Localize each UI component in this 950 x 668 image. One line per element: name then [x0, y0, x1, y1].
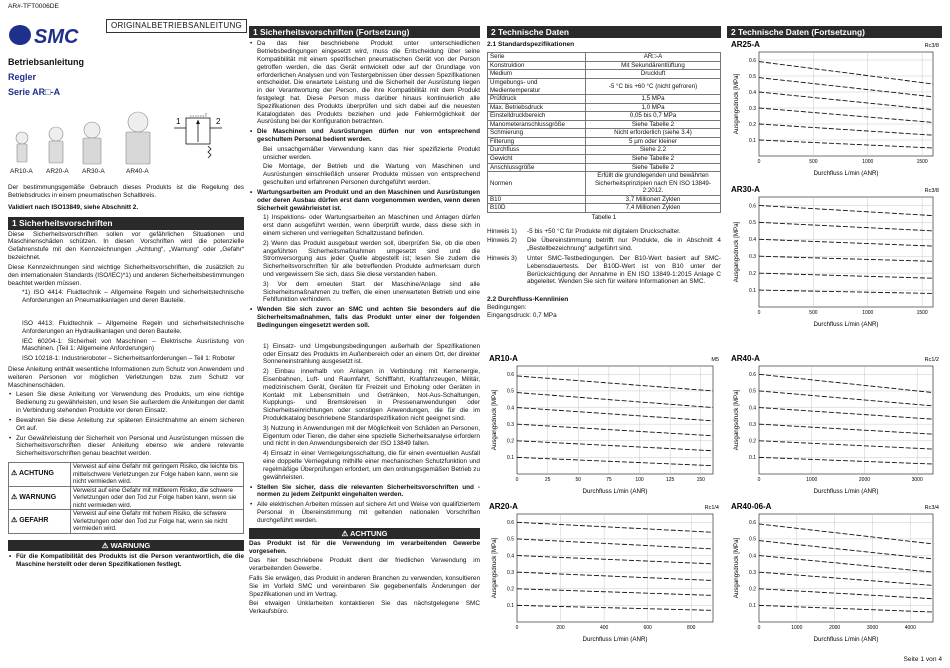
y-tick-label: 0.2 — [507, 438, 514, 445]
y-tick-label: 0.6 — [749, 57, 756, 64]
standard-item: IEC 60204-1: Sicherheit von Maschinen – Elektrische Ausrüstung von Maschinen. (Teil 1: Allgemeine Anforderungen) — [22, 337, 244, 353]
safety-para: Diese Anleitung enthält wesentliche Informationen zum Schutz von Anwendern und weiteren Personen vor möglichen Verletzungen bzw. zum Schutz vor Maschinenschäden. — [8, 366, 244, 389]
paragraph: Falls Sie erwägen, das Produkt in anderen Branchen zu verwenden, konsultieren Sie im Vorfeld SMC und vereinbaren Sie gegebenenfalls Änderungen der Spezifikationen und im Vertrag. — [249, 574, 480, 598]
y-tick-label: 0.1 — [749, 287, 756, 294]
spec-value: 5 µm oder kleiner — [586, 137, 721, 146]
y-tick-label: 0.2 — [507, 586, 514, 593]
flow-chart — [487, 500, 721, 646]
spec-value: Siehe Tabelle 2 — [586, 155, 721, 164]
conditions-label: Bedingungen: — [487, 304, 527, 312]
hazard-text: Verweist auf eine Gefahr mit geringem Risiko, die leichte bis mittelschwere Verletzungen zur Folge haben kann, wenn sie nicht vermieden wird. — [71, 462, 244, 486]
spec-value: Nicht erforderlich (siehe 3.4) — [586, 129, 721, 138]
y-axis-label: Ausgangsdruck [MPa] — [733, 221, 740, 283]
flow-chart — [729, 183, 941, 331]
y-axis-label: Ausgangsdruck [MPa] — [733, 537, 740, 599]
x-tick-label: 600 — [643, 625, 652, 631]
doc-title: Betriebsanleitung — [8, 57, 85, 68]
spec-value: Druckluft — [586, 70, 721, 79]
plot-area — [517, 366, 713, 474]
y-tick-label: 0.6 — [749, 372, 756, 379]
paragraph: Das Produkt ist für die Verwendung im verarbeitenden Gewerbe vorgesehen. — [249, 539, 480, 555]
x-tick-label: 3000 — [866, 625, 879, 631]
y-axis-label: Ausgangsdruck [MPa] — [733, 389, 740, 451]
y-tick-label: 0.1 — [749, 603, 756, 610]
spec-key: Filterung — [488, 137, 586, 146]
chart-title: AR40-06-A — [731, 502, 772, 511]
section-1-cont-heading: 1 Sicherheitsvorschriften (Fortsetzung) — [249, 26, 480, 38]
intro-text: Der bestimmungsgemäße Gebrauch dieses Produkts ist die Regelung des Betriebsdrucks in einem pneumatischen Schaltkreis. — [8, 183, 244, 199]
note — [487, 228, 721, 236]
ar20-image — [49, 127, 63, 163]
x-axis-label: Durchfluss L/min (ANR) — [582, 488, 648, 495]
x-tick-label: 150 — [696, 477, 705, 483]
y-tick-label: 0.6 — [749, 203, 756, 210]
list-item: • Wenden Sie sich zuvor an SMC und achten Sie besonders auf die Sicherheitsmaßnahmen, falls das Produkt unter einer der folgenden Bedingungen eingesetzt werden soll. — [249, 306, 480, 329]
x-tick-label: 2000 — [829, 625, 841, 631]
regulator-symbol — [174, 112, 222, 158]
x-axis-label: Durchfluss L/min (ANR) — [582, 636, 648, 643]
spec-row — [488, 61, 721, 70]
spec-key: Max. Betriebsdruck — [488, 103, 586, 112]
x-tick-label: 125 — [665, 477, 675, 483]
validation-note: Validiert nach ISO13849, siehe Abschnitt 2. — [8, 203, 139, 211]
y-tick-label: 0.3 — [507, 569, 514, 576]
standard-item: ISO 10218-1: Industrieroboter – Sicherheitsanforderungen – Teil 1: Roboter — [22, 355, 236, 363]
list-item: • Alle elektrischen Arbeiten müssen auf sichere Art und Weise von qualifiziertem Personal in Übereinstimmung mit geltenden nationalen Vorschriften durchgeführt werden. — [249, 501, 480, 524]
y-tick-label: 0.2 — [749, 438, 756, 445]
x-tick-label: 500 — [809, 310, 818, 316]
chart-title: AR20-A — [489, 502, 518, 511]
spec-row — [488, 70, 721, 79]
spec-key: Schmierung — [488, 129, 586, 138]
hazard-row — [9, 462, 244, 486]
x-tick-label: 1500 — [916, 159, 928, 165]
paragraph: Bei etwaigen Unklarheiten kontaktieren Sie das nächstgelegene SMC Verkaufsbüro. — [249, 600, 480, 616]
chart-title: AR25-A — [731, 40, 760, 49]
spec-value: 0,05 bis 0,7 MPa — [586, 112, 721, 121]
safety-bullets — [8, 391, 244, 458]
plot-area — [759, 197, 933, 307]
y-tick-label: 0.4 — [749, 237, 756, 244]
spec-value: Siehe Tabelle 2 — [586, 120, 721, 129]
spec-value: 1,0 MPa — [586, 103, 721, 112]
product-label: AR20-A — [46, 167, 69, 175]
caution-banner — [249, 528, 480, 539]
warning-triangle-icon: ⚠ — [101, 541, 109, 550]
y-tick-label: 0.2 — [749, 270, 756, 277]
notes — [487, 228, 721, 287]
smc-logo — [8, 23, 84, 47]
x-axis-label: Durchfluss L/min (ANR) — [813, 636, 879, 643]
spec-key: Medium — [488, 70, 586, 79]
y-tick-label: 0.2 — [749, 121, 756, 128]
chart-title: AR30-A — [731, 185, 760, 194]
spec-row — [488, 137, 721, 146]
paragraph: Das hier beschriebene Produkt dient der friedlichen Verwendung im verarbeitenden Gewerbe. — [249, 557, 480, 573]
y-tick-label: 0.4 — [749, 405, 756, 412]
port-1-label: 1 — [176, 116, 181, 126]
paragraph: 2) Einbau innerhalb von Anlagen in Verbindung mit Kernenergie, Eisenbahnen, Luft- und Raumfahrt, Schifffahrt, Kraftfahrzeugen, Militär, medizinischem Gerät, Geräten für Freizeit und Erholung oder Geräten in Kontakt mit Lebensmitteln und Getränken, Not-Aus-Schaltungen, Kupplungs- und Bremskreisen in Pressenanwendungen oder Sicherheitseinrichtungen oder sonstigen Anwendungen, die für die im Produktkatalog beschriebene Standardspezifikation nicht geeignet sind. — [263, 368, 480, 422]
spec-value: -5 °C bis +60 °C (nicht gefroren) — [586, 78, 721, 94]
smc-logo-text: SMC — [34, 26, 79, 48]
spec-row — [488, 78, 721, 94]
standards-footnote: *1) ISO 4414: Fluidtechnik – Allgemeine Regeln und sicherheitstechnische Anforderungen an Pneumatikanlagen und deren Bauteile. — [22, 289, 244, 305]
subsection-title: 2.1 Standardspezifikationen — [487, 41, 575, 49]
y-tick-label: 0.3 — [749, 569, 756, 576]
ar30-image — [83, 122, 101, 164]
list-item: • Für die Kompatibilität des Produkts ist die Person verantwortlich, die die Maschine herstellt oder deren Spezifikationen festlegt. — [8, 553, 244, 569]
list-item: • Da das hier beschriebene Produkt unter unterschiedlichen Betriebsbedingungen eingesetzt wird, muss die Entscheidung über seine Kompatibilität mit einem spezifischen pneumatischen Gerät von der Person getroffen werden, die das Gerät entwickelt oder auf der Grundlage von erforderlichen Analysen und von Testergebnissen über dessen Spezifikationen entscheidet. Die erwartete Leistung und die Sicherheit der Ausrüstung liegen in der Verantwortung der Person, die ihre Kompatibilität mit dem Produkt festgelegt hat. Diese Person muss darüber hinaus kontinuierlich alle Spezifikationen des Produkts überprüfen und sich dabei auf die neuesten Katalogdaten des Produkts beziehen und jede Fehlermöglichkeit der Ausrüstung bei der Konfiguration betrachten. — [249, 40, 480, 126]
product-images — [8, 106, 244, 176]
plot-area — [759, 52, 933, 156]
spec-value: 7,4 Millionen Zyklen — [586, 204, 721, 213]
spec-key: Konstruktion — [488, 61, 586, 70]
x-tick-label: 100 — [635, 477, 644, 483]
ar40-image — [126, 112, 150, 164]
spec-value: AR□-A — [586, 53, 721, 62]
y-tick-label: 0.6 — [749, 520, 756, 527]
x-tick-label: 0 — [515, 477, 519, 483]
spec-row — [488, 103, 721, 112]
chart-title: AR10-A — [489, 354, 518, 363]
flow-chart — [729, 38, 941, 180]
spec-row — [488, 155, 721, 164]
original-label: ORIGINALBETRIEBSANLEITUNG — [106, 19, 247, 33]
warning-triangle-icon: ⚠ — [11, 493, 18, 501]
spec-key: Anschlussgröße — [488, 163, 586, 172]
spec-value: Siehe 2.2 — [586, 146, 721, 155]
page-footer: Seite 1 von 4 — [903, 655, 942, 663]
spec-key: Manometeranschlussgröße — [488, 120, 586, 129]
x-tick-label: 0 — [757, 477, 761, 483]
y-tick-label: 0.5 — [749, 388, 756, 395]
y-tick-label: 0.3 — [749, 254, 756, 261]
note-text: Unter SMC-Testbedingungen. Der B10-Wert basiert auf SMC-Lebensdauertests. Der B10D-Wert ist von B10 unter der Berücksichtigung der Annahme in EN ISO 13849-1:2015 Anlage C abgeleitet. Wenden Sie sich für weitere Informationen an SMC. — [527, 254, 721, 286]
note-text: -5 bis +50 °C für Produkte mit digitalem Druckschalter. — [527, 227, 681, 235]
safety-para: Diese Sicherheitsvorschriften sollen vor gefährlichen Situationen und Maschinenschäden schützen. In diesen Vorschriften wird die potenzielle Gefahrenstufe mit den Kennzeichnungen „Achtung“, „Warnung“ oder „Gefahr“ bezeichnet. — [8, 230, 244, 262]
y-tick-label: 0.1 — [749, 137, 756, 144]
y-tick-label: 0.2 — [749, 586, 756, 593]
y-tick-label: 0.5 — [749, 73, 756, 80]
list-item: • Wartungsarbeiten am Produkt und an den Maschinen und Ausrüstungen oder deren Ausbau dürfen erst dann vorgenommen werden, wenn deren Sicherheit gewährleistet ist. — [249, 189, 480, 212]
hazard-table — [8, 462, 244, 534]
document-id: AR#-TFT0006DE — [8, 3, 59, 10]
column-2 — [249, 0, 480, 668]
y-tick-label: 0.4 — [749, 89, 756, 96]
product-label: AR10-A — [10, 167, 33, 175]
spec-value: Mit Sekundärentlüftung — [586, 61, 721, 70]
y-tick-label: 0.5 — [507, 536, 514, 543]
list-item: • Die Maschinen und Ausrüstungen dürfen nur von entsprechend geschultem Personal bedient werden. — [249, 128, 480, 144]
paragraph: 3) Nutzung in Anwendungen mit der Möglichkeit von Schäden an Personen, Eigentum oder Tieren, die daher eine spezielle Sicherheitsanalyse erfordern und nicht in den Anwendungsbereich der ISO 13849 fallen. — [263, 424, 480, 448]
section-2-heading: 2 Technische Daten — [487, 26, 721, 38]
list-item: • Bewahren Sie diese Anleitung zur späteren Einsichtnahme an einem sicheren Ort auf. — [8, 417, 244, 433]
y-tick-label: 0.1 — [507, 603, 514, 610]
table-caption: Tabelle 1 — [591, 213, 617, 221]
y-tick-label: 0.5 — [749, 220, 756, 227]
spec-row — [488, 163, 721, 172]
y-tick-label: 0.1 — [507, 455, 514, 462]
spec-row — [488, 146, 721, 155]
paragraph: 3) Vor dem erneuten Start der Maschine/Anlage sind alle Sicherheitsmaßnahmen zu treffen, die einen unerwarteten Betrieb und eine Fehlfunktion verhindern. — [263, 280, 480, 304]
chart-port-size: M5 — [711, 357, 719, 363]
plot-area — [759, 514, 933, 622]
spec-key: B10 — [488, 195, 586, 204]
series-name: Serie AR□-A — [8, 86, 61, 97]
hazard-text: Verweist auf eine Gefahr mit mittlerem Risiko, die schwere Verletzungen oder den Tod zur Folge haben kann, wenn sie nicht vermieden wird. — [71, 486, 244, 510]
y-tick-label: 0.5 — [749, 536, 756, 543]
note-label: Hinweis 2) — [487, 237, 517, 245]
y-tick-label: 0.5 — [507, 388, 514, 395]
y-axis-label: Ausgangsdruck [MPa] — [491, 537, 498, 599]
y-tick-label: 0.3 — [507, 421, 514, 428]
x-axis-label: Durchfluss L/min (ANR) — [813, 170, 879, 177]
list-item: • Zur Gewährleistung der Sicherheit von Personal und Ausrüstungen müssen die Sicherheitsvorschriften dieser Anleitung ebenso wie andere relevante Sicherheitsvorschriften genau beachtet werden. — [8, 435, 244, 458]
chart-title: AR40-A — [731, 354, 760, 363]
section-1-heading: 1 Sicherheitsvorschriften — [8, 217, 244, 229]
hazard-text: Verweist auf eine Gefahr mit hohem Risiko, die schwere Verletzungen oder den Tod zur Folge hat, wenn sie nicht vermieden wird. — [71, 510, 244, 534]
spec-key: Serie — [488, 53, 586, 62]
spec-row — [488, 129, 721, 138]
plot-area — [759, 366, 933, 474]
x-tick-label: 1000 — [806, 477, 818, 483]
x-tick-label: 0 — [757, 625, 761, 631]
conditions-value: Eingangsdruck: 0,7 MPa — [487, 312, 557, 320]
y-tick-label: 0.1 — [749, 455, 756, 462]
spec-value: Siehe Tabelle 2 — [586, 163, 721, 172]
warning-triangle-icon: ⚠ — [341, 528, 349, 538]
subsection-title: 2.2 Durchfluss-Kennlinien — [487, 296, 569, 304]
spec-row — [488, 120, 721, 129]
x-tick-label: 400 — [599, 625, 609, 631]
note — [487, 237, 721, 253]
y-tick-label: 0.6 — [507, 372, 514, 379]
paragraph: 4) Einsatz in einer Verriegelungsschaltung, die für einen eventuellen Ausfall eine doppelte Verriegelung mithilfe einer mechanischen Schutzfunktion und regelmäßige Überprüfungen erfordert, um den ordnungsgemäßen Betrieb zu gewährleisten. — [263, 450, 480, 481]
x-tick-label: 0 — [515, 625, 519, 631]
x-tick-label: 1000 — [862, 310, 874, 316]
y-tick-label: 0.6 — [507, 520, 514, 527]
x-axis-label: Durchfluss L/min (ANR) — [813, 321, 879, 328]
warning-label: WARNUNG — [110, 541, 151, 550]
spec-key: B10D — [488, 204, 586, 213]
x-tick-label: 4000 — [904, 625, 916, 631]
warning-triangle-icon: ⚠ — [11, 470, 18, 478]
x-tick-label: 1000 — [791, 625, 803, 631]
product-name: Regler — [8, 72, 37, 82]
flow-chart — [729, 500, 941, 646]
spec-key: Prüfdruck — [488, 95, 586, 104]
standard-item: ISO 4413: Fluidtechnik – Allgemeine Regeln und sicherheitstechnische Anforderungen an Hydraulikanlagen und deren Bauteile. — [22, 319, 244, 335]
flow-chart — [487, 352, 721, 498]
hazard-row — [9, 486, 244, 510]
caution-label: ACHTUNG — [350, 528, 388, 538]
note-text: Die Übereinstimmung betrifft nur Produkte, die in Abschnitt 4 „Bestellbezeichnung“ aufgeführt sind. — [527, 237, 721, 253]
spec-key: Normen — [488, 172, 586, 196]
list-item: • Stellen Sie sicher, dass die relevanten Sicherheitsvorschriften und -normen zu jedem Zeitpunkt eingehalten werden. — [249, 484, 480, 500]
spec-table — [487, 52, 721, 213]
product-drawings — [8, 106, 244, 168]
paragraph: Die Montage, der Betrieb und die Wartung von Maschinen und Ausrüstungen einschließlich unserer Produkte müssen von entsprechend geschulten und erfahrenen Personen durchgeführt werden. — [263, 163, 480, 187]
spec-key: Durchfluss — [488, 146, 586, 155]
chart-port-size: Rc1/4 — [704, 505, 719, 511]
x-tick-label: 200 — [556, 625, 565, 631]
product-label: AR30-A — [82, 167, 105, 175]
spec-row — [488, 195, 721, 204]
spec-value: 3,7 Millionen Zyklen — [586, 195, 721, 204]
x-axis-label: Durchfluss L/min (ANR) — [813, 488, 879, 495]
product-label: AR40-A — [126, 167, 149, 175]
port-2-label: 2 — [216, 116, 221, 126]
y-tick-label: 0.4 — [749, 553, 756, 560]
list-item: • Lesen Sie diese Anleitung vor Verwendung des Produkts, um eine richtige Bedienung zu gewährleisten, und lesen Sie außerdem die Anleitungen der damit in Verbindung stehenden Produkte vor deren Einsatz. — [8, 391, 244, 414]
paragraph: 2) Wenn das Produkt ausgebaut werden soll, überprüfen Sie, ob die oben angeführten Sicherheitsmaßnahmen umgesetzt sind und die Stromversorgung aus jeder Quelle abgestellt ist; lesen Sie zudem die Sicherheitsvorschriften für alle betreffenden Produkte aufmerksam durch und vergewissern Sie sich, dass Sie diese verstanden haben. — [263, 239, 480, 278]
spec-row — [488, 53, 721, 62]
safety-para: Diese Kennzeichnungen sind wichtige Sicherheitsvorschriften, die zusätzlich zu den internationalen Standards (ISO/IEC)*1) und anderen Sicherheitsbestimmungen beachtet werden müssen. — [8, 263, 244, 287]
flow-chart — [729, 352, 941, 498]
warning-triangle-icon: ⚠ — [11, 517, 18, 525]
x-tick-label: 500 — [809, 159, 818, 165]
chart-port-size: Rc1/2 — [924, 357, 939, 363]
spec-row — [488, 204, 721, 213]
x-tick-label: 3000 — [911, 477, 923, 483]
y-axis-label: Ausgangsdruck [MPa] — [733, 73, 740, 135]
spec-key: Gewicht — [488, 155, 586, 164]
x-tick-label: 1500 — [916, 310, 928, 316]
warning-banner — [8, 540, 244, 551]
note-label: Hinweis 3) — [487, 254, 517, 262]
x-tick-label: 2000 — [858, 477, 871, 483]
x-tick-label: 1000 — [862, 159, 874, 165]
y-tick-label: 0.3 — [749, 421, 756, 428]
y-tick-label: 0.4 — [507, 553, 514, 560]
header-block — [8, 17, 244, 55]
paragraph: 1) Inspektions- oder Wartungsarbeiten an Maschinen und Anlagen dürfen erst dann ausgeführt werden, wenn überprüft wurde, dass diese sich in einem sicheren und verriegelten Schaltzustand befinden. — [263, 214, 480, 237]
column-1 — [8, 0, 244, 668]
hazard-row — [9, 510, 244, 534]
note-label: Hinweis 1) — [487, 227, 517, 235]
note — [487, 255, 721, 286]
spec-key: Umgebungs- und Medientemperatur — [488, 78, 586, 94]
chart-port-size: Rc3/4 — [924, 505, 939, 511]
chart-port-size: Rc3/8 — [924, 188, 939, 194]
hazard-label: ACHTUNG — [18, 470, 54, 478]
hazard-label: WARNUNG — [19, 493, 57, 501]
spec-row — [488, 112, 721, 121]
section-2-cont-heading: 2 Technische Daten (Fortsetzung) — [727, 26, 942, 38]
y-tick-label: 0.4 — [507, 405, 514, 412]
chart-port-size: Rc3/8 — [924, 43, 939, 49]
x-tick-label: 0 — [757, 159, 761, 165]
spec-key: Einstelldruckbereich — [488, 112, 586, 121]
spec-row — [488, 95, 721, 104]
x-tick-label: 800 — [687, 625, 696, 631]
x-tick-label: 75 — [606, 477, 612, 483]
y-tick-label: 0.3 — [749, 105, 756, 112]
spec-value: Erfüllt die grundlegenden und bewährten Sicherheitsprinzipien nach EN ISO 13849-2:2012. — [586, 172, 721, 196]
spec-value: 1,5 MPa — [586, 95, 721, 104]
y-axis-label: Ausgangsdruck [MPa] — [491, 389, 498, 451]
spec-row — [488, 172, 721, 196]
x-tick-label: 25 — [544, 477, 551, 483]
ar10-image — [16, 132, 28, 162]
x-tick-label: 0 — [757, 310, 761, 316]
x-tick-label: 50 — [575, 477, 582, 483]
hazard-label: GEFAHR — [19, 517, 49, 525]
paragraph: 1) Einsatz- und Umgebungsbedingungen außerhalb der Spezifikationen oder Einsatz des Produkts im Außenbereich oder an einem Ort, der direkter Sonneneinstrahlung ausgesetzt ist. — [263, 342, 480, 366]
paragraph: Bei unsachgemäßer Verwendung kann das hier spezifizierte Produkt unsicher werden. — [263, 145, 480, 161]
